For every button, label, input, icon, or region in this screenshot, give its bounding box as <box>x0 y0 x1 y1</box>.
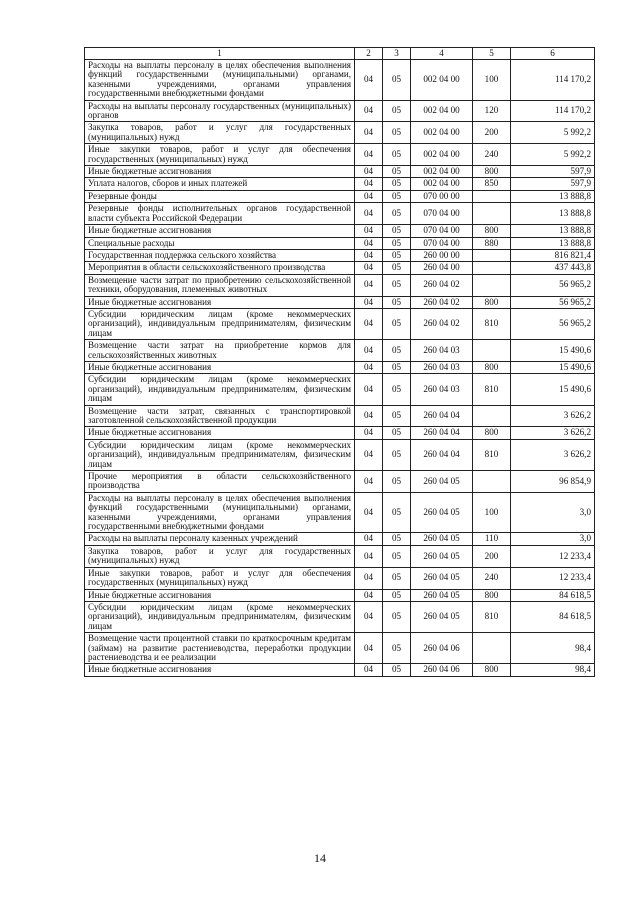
row-name: Иные бюджетные ассигнования <box>85 296 355 308</box>
header-col-3: 3 <box>383 48 411 60</box>
row-subsection: 05 <box>383 178 411 190</box>
row-subsection: 05 <box>383 122 411 144</box>
row-target-article: 002 04 00 <box>411 144 473 166</box>
row-target-article: 260 04 03 <box>411 374 473 405</box>
row-subsection: 05 <box>383 225 411 237</box>
table-row <box>85 589 595 601</box>
row-amount: 96 854,9 <box>511 471 595 493</box>
row-name: Резервные фонды <box>85 190 355 202</box>
row-amount: 98,4 <box>511 664 595 676</box>
row-section: 04 <box>355 262 383 274</box>
row-amount: 597,9 <box>511 178 595 190</box>
row-expense-type <box>473 203 511 225</box>
page-number: 14 <box>314 851 326 865</box>
row-section: 04 <box>355 601 383 632</box>
row-name: Иные бюджетные ассигнования <box>85 361 355 373</box>
row-target-article: 260 04 02 <box>411 274 473 296</box>
row-amount: 12 233,4 <box>511 545 595 567</box>
row-target-article: 260 04 05 <box>411 492 473 533</box>
row-name: Иные закупки товаров, работ и услуг для обеспечения государственных (муниципальных) нужд <box>85 144 355 166</box>
row-subsection: 05 <box>383 601 411 632</box>
row-target-article: 260 04 04 <box>411 427 473 439</box>
budget-table <box>84 47 595 677</box>
row-name: Возмещение части процентной ставки по краткосрочным кредитам (займам) на развитие растениеводства, переработки продукции растениеводства и ее реализации <box>85 633 355 664</box>
table-row <box>85 274 595 296</box>
row-subsection: 05 <box>383 471 411 493</box>
row-expense-type: 120 <box>473 100 511 122</box>
row-subsection: 05 <box>383 237 411 249</box>
row-target-article: 260 04 06 <box>411 633 473 664</box>
row-expense-type: 200 <box>473 122 511 144</box>
row-target-article: 002 04 00 <box>411 178 473 190</box>
row-expense-type <box>473 274 511 296</box>
row-section: 04 <box>355 664 383 676</box>
row-section: 04 <box>355 60 383 101</box>
row-subsection: 05 <box>383 567 411 589</box>
row-section: 04 <box>355 567 383 589</box>
row-section: 04 <box>355 533 383 545</box>
row-name: Субсидии юридическим лицам (кроме некоммерческих организаций), индивидуальным предпринимателям, физическим лицам <box>85 439 355 470</box>
row-name: Специальные расходы <box>85 237 355 249</box>
row-subsection: 05 <box>383 533 411 545</box>
row-name: Уплата налогов, сборов и иных платежей <box>85 178 355 190</box>
row-name: Расходы на выплаты персоналу в целях обеспечения выполнения функций государственными (муниципальными) органами, казенными учреждениями, органами управления государственными внебюджетными фондами <box>85 60 355 101</box>
row-expense-type: 800 <box>473 427 511 439</box>
row-amount: 15 490,6 <box>511 374 595 405</box>
table-row <box>85 374 595 405</box>
row-expense-type <box>473 405 511 427</box>
row-target-article: 260 04 05 <box>411 567 473 589</box>
row-section: 04 <box>355 545 383 567</box>
row-subsection: 05 <box>383 249 411 261</box>
row-subsection: 05 <box>383 361 411 373</box>
row-amount: 12 233,4 <box>511 567 595 589</box>
row-amount: 3,0 <box>511 492 595 533</box>
row-name: Закупка товаров, работ и услуг для государственных (муниципальных) нужд <box>85 122 355 144</box>
row-target-article: 260 04 05 <box>411 601 473 632</box>
row-section: 04 <box>355 296 383 308</box>
row-amount: 15 490,6 <box>511 361 595 373</box>
row-name: Закупка товаров, работ и услуг для государственных (муниципальных) нужд <box>85 545 355 567</box>
row-amount: 597,9 <box>511 166 595 178</box>
row-expense-type <box>473 633 511 664</box>
table-row <box>85 545 595 567</box>
row-amount: 3 626,2 <box>511 427 595 439</box>
row-target-article: 002 04 00 <box>411 60 473 101</box>
row-name: Возмещение части затрат, связанных с транспортировкой заготовленной сельскохозяйственной продукции <box>85 405 355 427</box>
row-amount: 437 443,8 <box>511 262 595 274</box>
row-target-article: 070 04 00 <box>411 225 473 237</box>
header-col-6: 6 <box>511 48 595 60</box>
row-amount: 13 888,8 <box>511 225 595 237</box>
row-amount: 84 618,5 <box>511 601 595 632</box>
row-subsection: 05 <box>383 439 411 470</box>
row-target-article: 260 04 04 <box>411 405 473 427</box>
row-expense-type <box>473 190 511 202</box>
row-name: Расходы на выплаты персоналу государственных (муниципальных) органов <box>85 100 355 122</box>
table-row <box>85 296 595 308</box>
table-row <box>85 471 595 493</box>
table-row <box>85 601 595 632</box>
row-section: 04 <box>355 190 383 202</box>
row-amount: 5 992,2 <box>511 144 595 166</box>
row-expense-type: 880 <box>473 237 511 249</box>
table-row <box>85 225 595 237</box>
row-name: Возмещение части затрат на приобретение кормов для сельскохозяйственных животных <box>85 340 355 362</box>
table-row <box>85 361 595 373</box>
row-target-article: 260 04 03 <box>411 361 473 373</box>
table-row <box>85 439 595 470</box>
row-subsection: 05 <box>383 262 411 274</box>
row-section: 04 <box>355 633 383 664</box>
table-row <box>85 178 595 190</box>
row-expense-type <box>473 471 511 493</box>
table-row <box>85 100 595 122</box>
table-row <box>85 405 595 427</box>
row-target-article: 260 00 00 <box>411 249 473 261</box>
table-row <box>85 633 595 664</box>
row-name: Субсидии юридическим лицам (кроме некоммерческих организаций), индивидуальным предпринимателям, физическим лицам <box>85 374 355 405</box>
row-subsection: 05 <box>383 100 411 122</box>
row-target-article: 260 04 05 <box>411 533 473 545</box>
table-row <box>85 190 595 202</box>
row-target-article: 260 04 03 <box>411 340 473 362</box>
table-row <box>85 237 595 249</box>
table-row <box>85 122 595 144</box>
row-target-article: 260 04 05 <box>411 589 473 601</box>
table-row <box>85 249 595 261</box>
table-row <box>85 144 595 166</box>
row-expense-type: 800 <box>473 589 511 601</box>
row-target-article: 260 04 06 <box>411 664 473 676</box>
table-header-row <box>85 48 595 60</box>
row-amount: 15 490,6 <box>511 340 595 362</box>
row-section: 04 <box>355 274 383 296</box>
row-section: 04 <box>355 122 383 144</box>
row-name: Расходы на выплаты персоналу казенных учреждений <box>85 533 355 545</box>
row-subsection: 05 <box>383 308 411 339</box>
row-name: Иные бюджетные ассигнования <box>85 427 355 439</box>
row-expense-type <box>473 340 511 362</box>
row-amount: 3 626,2 <box>511 439 595 470</box>
row-expense-type: 810 <box>473 308 511 339</box>
row-amount: 56 965,2 <box>511 308 595 339</box>
row-section: 04 <box>355 340 383 362</box>
row-amount: 114 170,2 <box>511 100 595 122</box>
row-section: 04 <box>355 589 383 601</box>
row-section: 04 <box>355 427 383 439</box>
row-amount: 98,4 <box>511 633 595 664</box>
budget-table-body <box>85 48 595 677</box>
row-expense-type: 240 <box>473 144 511 166</box>
row-expense-type <box>473 249 511 261</box>
row-name: Иные бюджетные ассигнования <box>85 589 355 601</box>
row-target-article: 070 04 00 <box>411 237 473 249</box>
table-row <box>85 427 595 439</box>
row-section: 04 <box>355 166 383 178</box>
row-subsection: 05 <box>383 203 411 225</box>
row-amount: 13 888,8 <box>511 203 595 225</box>
row-expense-type: 200 <box>473 545 511 567</box>
row-name: Иные бюджетные ассигнования <box>85 166 355 178</box>
row-amount: 13 888,8 <box>511 190 595 202</box>
row-name: Иные бюджетные ассигнования <box>85 664 355 676</box>
row-subsection: 05 <box>383 296 411 308</box>
row-amount: 114 170,2 <box>511 60 595 101</box>
row-expense-type: 800 <box>473 225 511 237</box>
row-section: 04 <box>355 203 383 225</box>
header-col-5: 5 <box>473 48 511 60</box>
row-section: 04 <box>355 361 383 373</box>
row-section: 04 <box>355 439 383 470</box>
table-row <box>85 203 595 225</box>
table-row <box>85 60 595 101</box>
row-amount: 13 888,8 <box>511 237 595 249</box>
row-subsection: 05 <box>383 374 411 405</box>
row-name: Государственная поддержка сельского хозяйства <box>85 249 355 261</box>
row-name: Резервные фонды исполнительных органов государственной власти субъекта Российской Федерации <box>85 203 355 225</box>
row-target-article: 260 04 05 <box>411 471 473 493</box>
row-section: 04 <box>355 471 383 493</box>
row-expense-type: 810 <box>473 601 511 632</box>
row-target-article: 002 04 00 <box>411 122 473 144</box>
row-subsection: 05 <box>383 274 411 296</box>
row-expense-type: 100 <box>473 492 511 533</box>
row-target-article: 260 04 02 <box>411 296 473 308</box>
table-row <box>85 664 595 676</box>
row-target-article: 260 04 00 <box>411 262 473 274</box>
row-expense-type: 240 <box>473 567 511 589</box>
header-col-4: 4 <box>411 48 473 60</box>
row-name: Иные бюджетные ассигнования <box>85 225 355 237</box>
row-expense-type: 810 <box>473 439 511 470</box>
row-target-article: 002 04 00 <box>411 166 473 178</box>
row-subsection: 05 <box>383 60 411 101</box>
row-target-article: 002 04 00 <box>411 100 473 122</box>
row-subsection: 05 <box>383 664 411 676</box>
row-amount: 3,0 <box>511 533 595 545</box>
row-name: Субсидии юридическим лицам (кроме некоммерческих организаций), индивидуальным предпринимателям, физическим лицам <box>85 308 355 339</box>
table-row <box>85 533 595 545</box>
row-target-article: 260 04 02 <box>411 308 473 339</box>
row-section: 04 <box>355 492 383 533</box>
row-name: Субсидии юридическим лицам (кроме некоммерческих организаций), индивидуальным предпринимателям, физическим лицам <box>85 601 355 632</box>
row-expense-type: 800 <box>473 361 511 373</box>
row-section: 04 <box>355 249 383 261</box>
row-name: Иные закупки товаров, работ и услуг для обеспечения государственных (муниципальных) нужд <box>85 567 355 589</box>
table-row <box>85 166 595 178</box>
row-amount: 3 626,2 <box>511 405 595 427</box>
row-amount: 56 965,2 <box>511 274 595 296</box>
row-name: Расходы на выплаты персоналу в целях обеспечения выполнения функций государственными (муниципальными) органами, казенными учреждениями, органами управления государственными внебюджетными фондами <box>85 492 355 533</box>
header-col-1: 1 <box>85 48 355 60</box>
row-subsection: 05 <box>383 633 411 664</box>
row-section: 04 <box>355 225 383 237</box>
row-expense-type: 850 <box>473 178 511 190</box>
row-subsection: 05 <box>383 166 411 178</box>
row-target-article: 260 04 04 <box>411 439 473 470</box>
row-target-article: 260 04 05 <box>411 545 473 567</box>
table-row <box>85 262 595 274</box>
row-expense-type: 100 <box>473 60 511 101</box>
row-section: 04 <box>355 308 383 339</box>
row-amount: 84 618,5 <box>511 589 595 601</box>
row-amount: 56 965,2 <box>511 296 595 308</box>
row-subsection: 05 <box>383 144 411 166</box>
row-section: 04 <box>355 100 383 122</box>
row-subsection: 05 <box>383 190 411 202</box>
row-amount: 5 992,2 <box>511 122 595 144</box>
row-section: 04 <box>355 144 383 166</box>
row-expense-type <box>473 262 511 274</box>
row-subsection: 05 <box>383 340 411 362</box>
row-expense-type: 800 <box>473 296 511 308</box>
row-section: 04 <box>355 178 383 190</box>
row-name: Мероприятия в области сельскохозяйственного производства <box>85 262 355 274</box>
row-subsection: 05 <box>383 492 411 533</box>
row-expense-type: 800 <box>473 664 511 676</box>
row-name: Прочие мероприятия в области сельскохозяйственного производства <box>85 471 355 493</box>
table-row <box>85 492 595 533</box>
table-row <box>85 308 595 339</box>
row-section: 04 <box>355 405 383 427</box>
row-expense-type: 810 <box>473 374 511 405</box>
row-subsection: 05 <box>383 589 411 601</box>
row-section: 04 <box>355 374 383 405</box>
row-target-article: 070 00 00 <box>411 190 473 202</box>
row-expense-type: 800 <box>473 166 511 178</box>
row-subsection: 05 <box>383 427 411 439</box>
row-subsection: 05 <box>383 405 411 427</box>
row-name: Возмещение части затрат по приобретению сельскохозяйственной техники, оборудования, племенных животных <box>85 274 355 296</box>
row-amount: 816 821,4 <box>511 249 595 261</box>
table-row <box>85 567 595 589</box>
table-row <box>85 340 595 362</box>
row-expense-type: 110 <box>473 533 511 545</box>
row-target-article: 070 04 00 <box>411 203 473 225</box>
header-col-2: 2 <box>355 48 383 60</box>
row-subsection: 05 <box>383 545 411 567</box>
row-section: 04 <box>355 237 383 249</box>
